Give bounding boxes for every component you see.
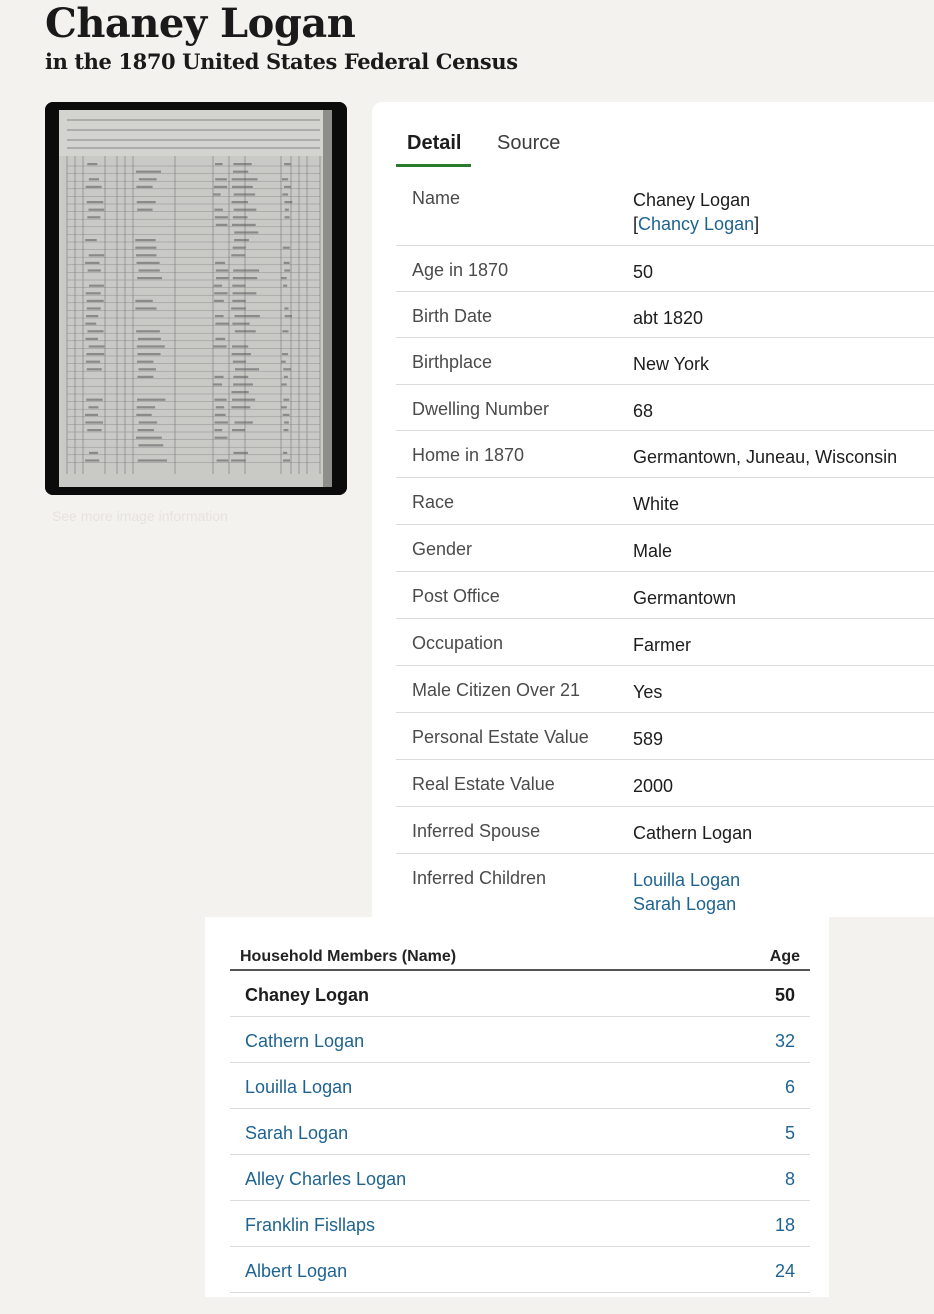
tab-detail[interactable]: Detail — [396, 130, 471, 167]
member-name-link[interactable]: Alley Charles Logan — [245, 1169, 407, 1189]
member-age: 24 — [774, 1261, 795, 1281]
gender-value: Male — [633, 541, 673, 561]
spouse-label: Inferred Spouse — [412, 821, 541, 841]
detail-row-home — [396, 431, 934, 478]
member-name: Chaney Logan — [245, 985, 370, 1005]
member-age: 32 — [774, 1031, 795, 1051]
census-page-thumbnail — [45, 102, 347, 495]
children-label: Inferred Children — [412, 868, 547, 888]
detail-row-occupation — [396, 619, 934, 666]
member-name-link[interactable]: Sarah Logan — [245, 1123, 349, 1143]
household-row[interactable] — [230, 1155, 810, 1201]
household-row[interactable] — [230, 1247, 810, 1293]
household-row[interactable] — [230, 1017, 810, 1063]
member-age: 8 — [784, 1169, 795, 1189]
detail-row-dwelling — [396, 385, 934, 431]
child-link[interactable]: Sarah Logan — [633, 894, 737, 914]
primary-name: Chaney Logan — [633, 190, 751, 210]
child-link[interactable]: Louilla Logan — [633, 870, 741, 890]
occupation-label: Occupation — [412, 633, 504, 653]
detail-row-age — [396, 246, 934, 292]
gender-label: Gender — [412, 539, 473, 559]
real-estate-label: Real Estate Value — [412, 774, 555, 794]
dwelling-label: Dwelling Number — [412, 399, 550, 419]
image-info-link[interactable]: See more image information — [52, 508, 228, 524]
alternate-name-link[interactable]: Chancy Logan — [638, 214, 755, 234]
detail-row-personal-estate — [396, 713, 934, 760]
birth-date-label: Birth Date — [412, 306, 493, 326]
citizen-value: Yes — [633, 682, 663, 702]
age-label: Age in 1870 — [412, 260, 509, 280]
household-row[interactable] — [230, 1063, 810, 1109]
detail-card — [372, 102, 934, 917]
household-age-column-header: Age — [769, 948, 800, 965]
detail-row-birth-date — [396, 292, 934, 338]
household-row-self — [230, 971, 810, 1017]
member-age: 18 — [774, 1215, 795, 1235]
tab-source[interactable]: Source — [497, 132, 561, 154]
name-label: Name — [412, 188, 461, 208]
detail-row-children — [396, 854, 934, 922]
member-age: 50 — [774, 985, 795, 1005]
birth-date-value: abt 1820 — [633, 308, 704, 328]
birthplace-label: Birthplace — [412, 352, 493, 372]
children-value — [633, 868, 740, 916]
citizen-label: Male Citizen Over 21 — [412, 680, 581, 700]
detail-row-spouse — [396, 807, 934, 854]
dwelling-value: 68 — [633, 401, 654, 421]
post-office-label: Post Office — [412, 586, 500, 606]
alt-name-close-bracket: ] — [754, 214, 760, 234]
member-name-link[interactable]: Albert Logan — [245, 1261, 348, 1281]
household-name-column-header: Household Members (Name) — [240, 948, 457, 965]
detail-row-race — [396, 478, 934, 525]
household-members-panel — [205, 917, 829, 1297]
spouse-link[interactable]: Cathern Logan — [633, 823, 753, 843]
race-label: Race — [412, 492, 455, 512]
real-estate-value: 2000 — [633, 776, 674, 796]
race-value: White — [633, 494, 680, 514]
member-name-link[interactable]: Cathern Logan — [245, 1031, 365, 1051]
detail-row-post-office — [396, 572, 934, 619]
occupation-value: Farmer — [633, 635, 691, 655]
detail-row-real-estate — [396, 760, 934, 807]
detail-table — [396, 174, 934, 922]
household-table — [230, 971, 810, 1293]
detail-row-name — [396, 174, 934, 246]
household-row[interactable] — [230, 1109, 810, 1155]
personal-estate-value: 589 — [633, 729, 664, 749]
member-name-link[interactable]: Franklin Fisllaps — [245, 1215, 376, 1235]
household-table-header — [230, 945, 810, 971]
page-title: Chaney Logan — [45, 0, 356, 47]
detail-row-birthplace — [396, 338, 934, 385]
detail-row-gender — [396, 525, 934, 572]
name-value — [633, 188, 759, 236]
household-row[interactable] — [230, 1201, 810, 1247]
page-subtitle: in the 1870 United States Federal Census — [45, 49, 518, 74]
age-value: 50 — [633, 262, 654, 282]
alt-name-open-bracket: [ — [633, 214, 639, 234]
home-value: Germantown, Juneau, Wisconsin — [633, 447, 898, 467]
personal-estate-label: Personal Estate Value — [412, 727, 589, 747]
detail-row-citizen — [396, 666, 934, 713]
post-office-value: Germantown — [633, 588, 737, 608]
census-record-image[interactable] — [45, 102, 347, 495]
home-label: Home in 1870 — [412, 445, 525, 465]
birthplace-value: New York — [633, 354, 710, 374]
member-age: 5 — [784, 1123, 795, 1143]
member-age: 6 — [784, 1077, 795, 1097]
member-name-link[interactable]: Louilla Logan — [245, 1077, 353, 1097]
